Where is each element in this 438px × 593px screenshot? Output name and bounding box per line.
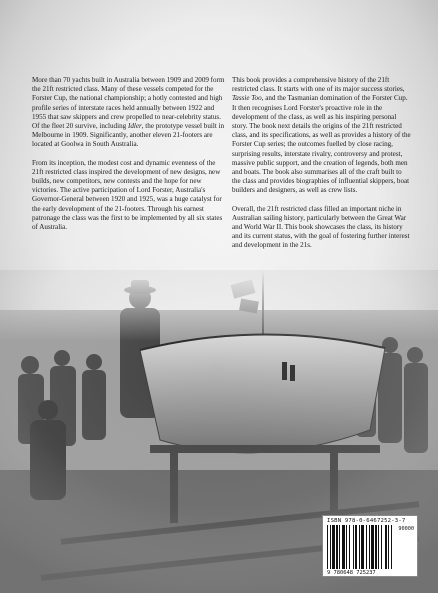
isbn-barcode [322, 515, 418, 577]
left-p1-text-b: , the prototype vessel built in Melbourne in 1909. Significantly, another eleven 21-footers are located at Goolwa in South Australia. [32, 122, 225, 149]
isbn-number: ISBN 978-0-6467252-3-7 [327, 518, 406, 524]
right-p1-italic: Tassie Too [232, 94, 262, 103]
left-text-column [32, 76, 226, 241]
barcode-price-code: 90000 [398, 526, 414, 532]
right-paragraph-1 [232, 76, 412, 196]
left-p1-italic: Idler [127, 122, 142, 131]
barcode-bars [327, 525, 415, 569]
left-paragraph-1 [32, 76, 226, 150]
right-paragraph-2: Overall, the 21ft restricted class filled an important niche in Australian sailing history, particularly between the Great War and World War II. This book showcases the class, its history and its current status, with the goal of fostering further interest and development in the 21s. [232, 204, 410, 250]
left-paragraph-2: From its inception, the modest cost and dynamic evenness of the 21ft restricted class inspired the development of new designs, new builds, new competitors, new contests and the hope for new victories. The active participation of Lord Forster, Australia's Governor-General between 1920 and 1925, was a huge catalyst for the early development of the 21-footers. Through his earnest patronage the class was the first to be implemented by all six states of Australia. [32, 158, 223, 232]
left-p1-text-a: More than 70 yachts built in Australia between 1909 and 2009 form the 21ft restricted class. Many of these vessels competed for the Forster Cup, the national championship; a hotly contested and high profile series of interstate races held annually between 1922 and 1955 that saw skippers and crew propelled to near-celebrity status. Of the fleet 20 survive, including [32, 76, 225, 131]
right-p1-text-a: This book provides a comprehensive history of the 21ft restricted class. It starts with one of its major success stories, [232, 76, 405, 94]
right-text-column [232, 76, 412, 260]
right-p1-text-b: , and the Tasmanian domination of the Forster Cup. It then recognises Lord Forster's proactive role in the development of the class, as well as his inspiring personal story. The book next details the origins of the 21ft restricted class, and its specifications, as well as provides a history of the Forster Cup series; the outcomes fuelled by close racing, surprising results, interstate rivalry, controversy and protest, massive public support, and the creation of legends, both men and boats. The book also summarises all of the craft built to the class and provides biographies of influential skippers, boat builders and designers, as well as crew lists. [232, 94, 411, 195]
barcode-digits: 9 780648 725237 [327, 570, 376, 576]
